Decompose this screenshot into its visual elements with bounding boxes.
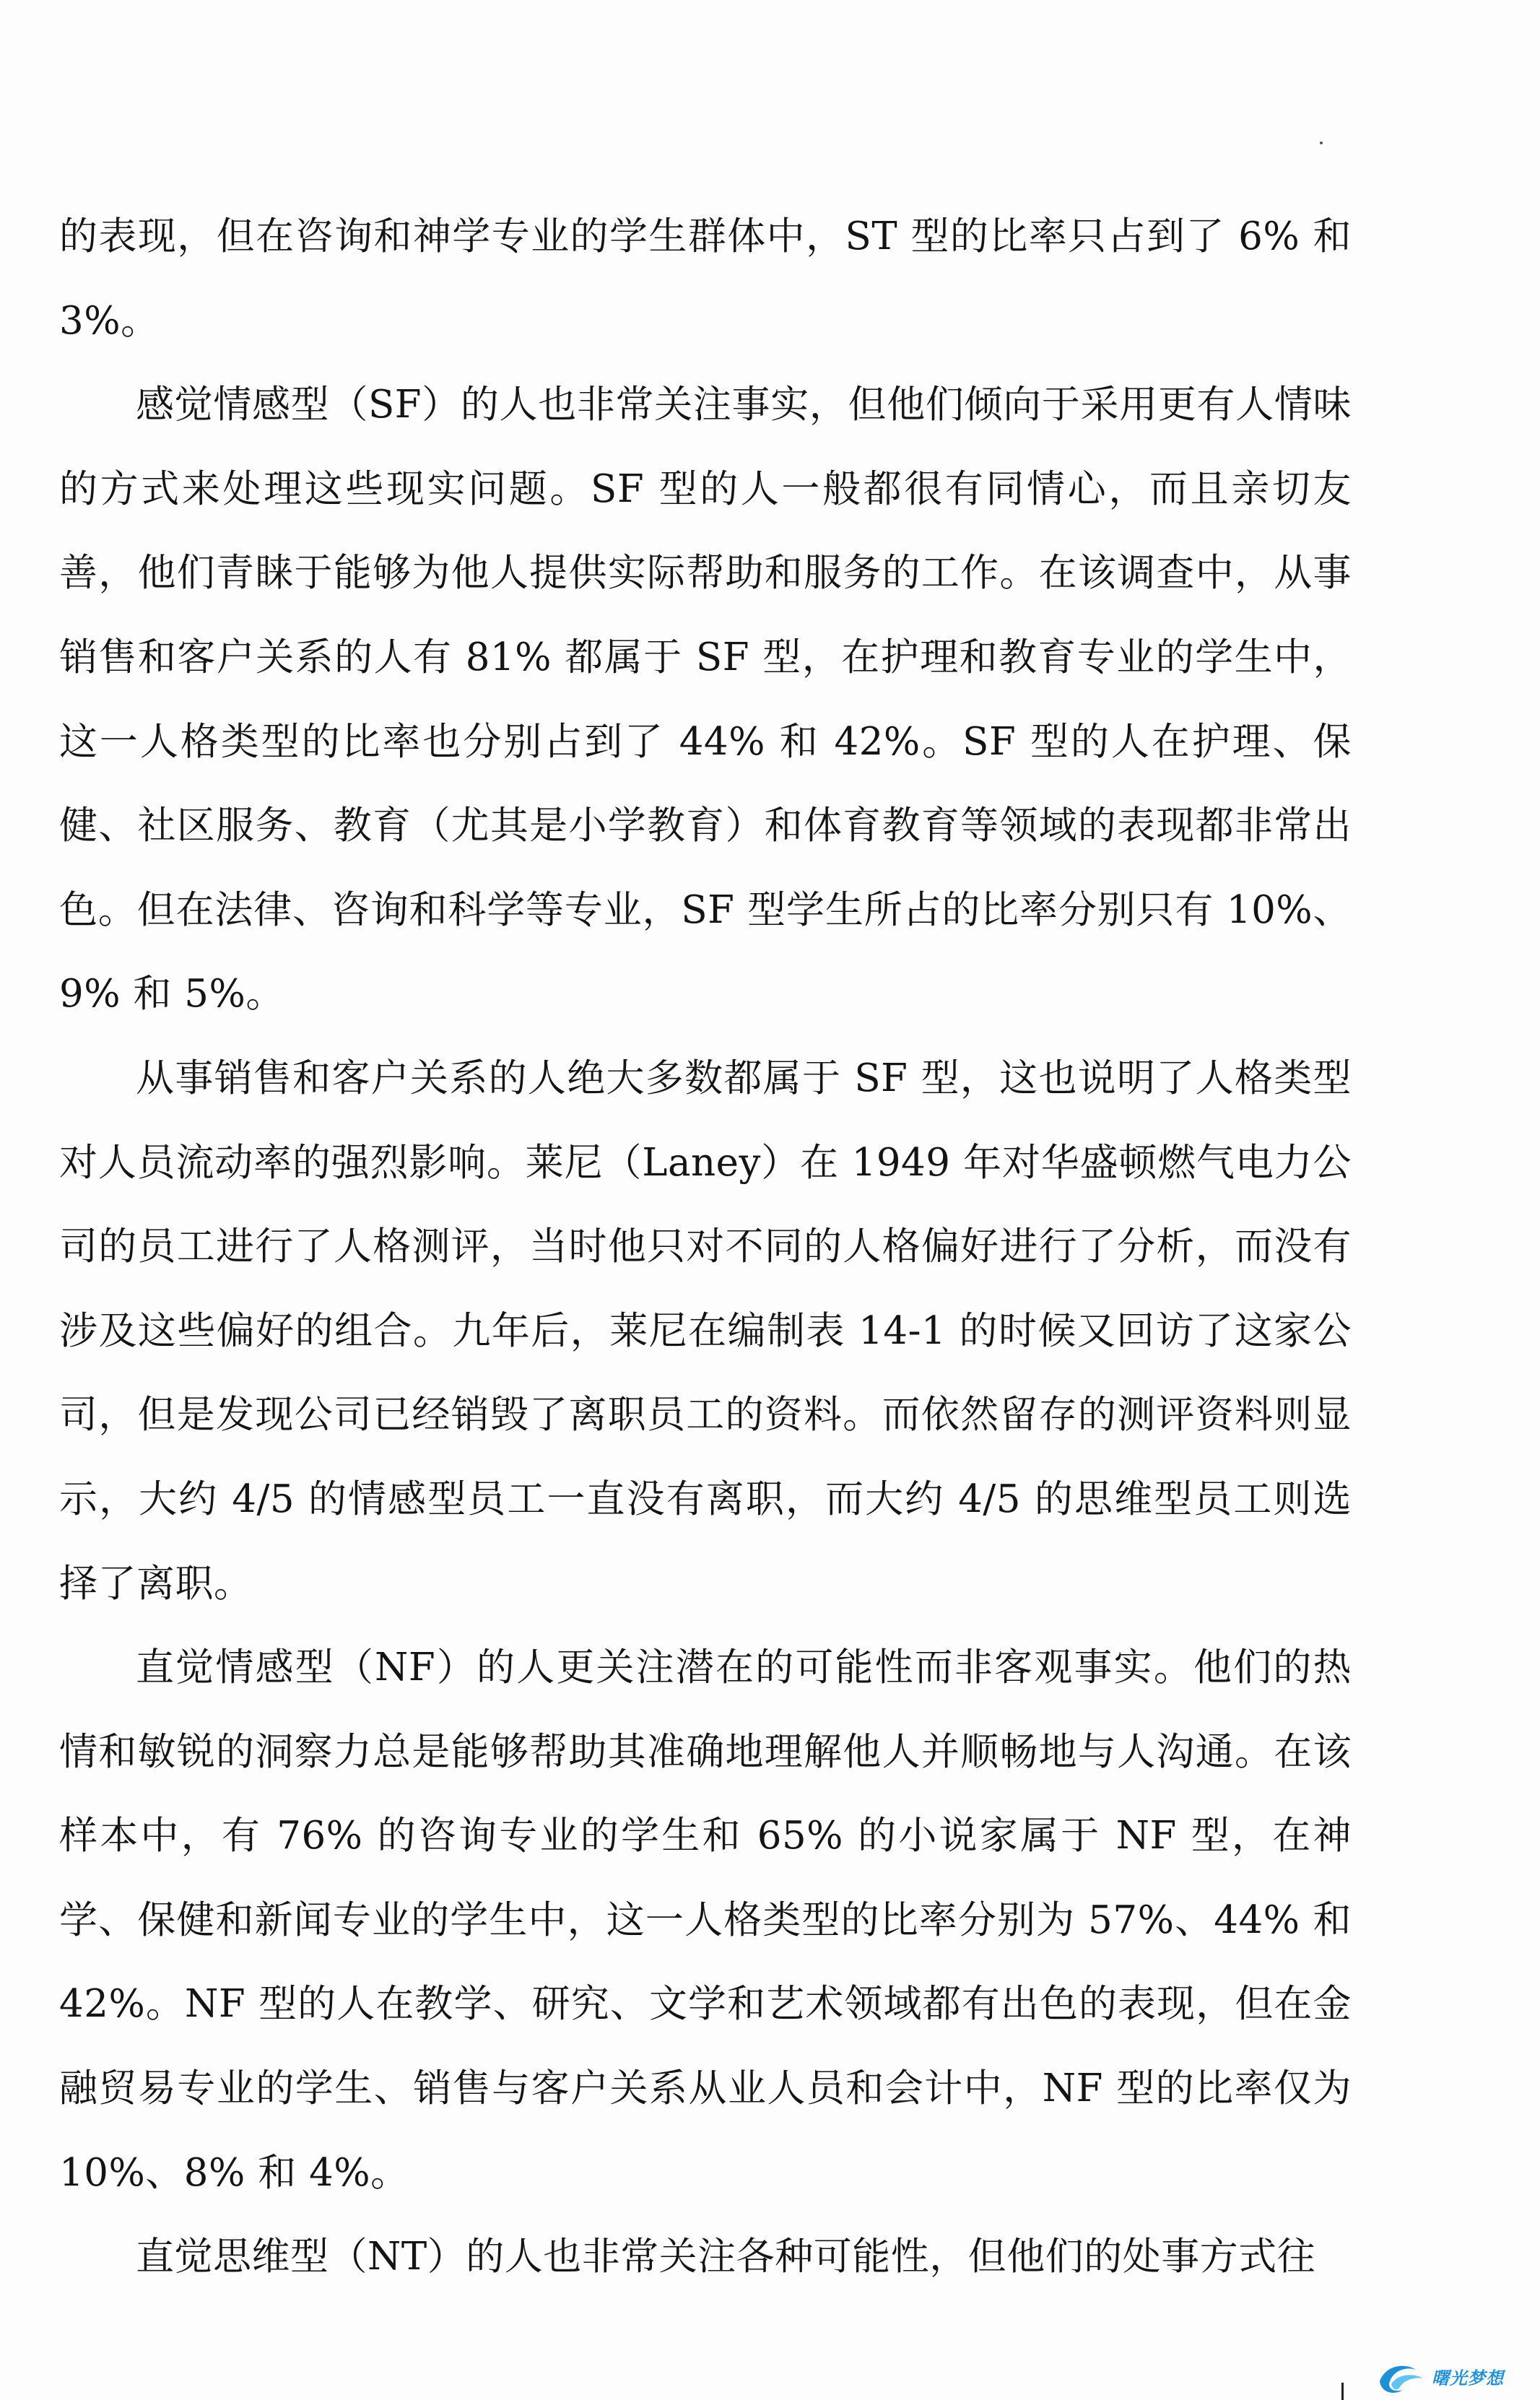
paragraph-st-continued: 的表现，但在咨询和神学专业的学生群体中，ST 型的比率只占到了 6% 和 3%。 xyxy=(59,214,1352,343)
wave-logo-icon xyxy=(1375,2360,1427,2397)
watermark-text: 曙光梦想 xyxy=(1432,2368,1504,2388)
body-text xyxy=(59,195,1352,2300)
page-edge-mark xyxy=(1341,2383,1344,2400)
paragraph-nf: 直觉情感型（NF）的人更关注潜在的可能性而非客观事实。他们的热情和敏锐的洞察力总是能够帮助其准确地理解他人并顺畅地与人沟通。在该样本中，有 76% 的咨询专业的学生和 65% 的小说家属于 NF 型，在神学、保健和新闻专业的学生中，这一人格类型的比率分别为 57%、44% 和 42%。NF 型的人在教学、研究、文学和艺术领域都有出色的表现，但在金融贸易专业的学生、销售与客户关系从业人员和会计中，NF 型的比率仅为 10%、8% 和 4%。 xyxy=(59,1645,1352,2195)
watermark-logo xyxy=(1375,2360,1527,2397)
paragraph-laney: 从事销售和客户关系的人绝大多数都属于 SF 型，这也说明了人格类型对人员流动率的强烈影响。莱尼（Laney）在 1949 年对华盛顿燃气电力公司的员工进行了人格测评，当时他只对不同的人格偏好进行了分析，而没有涉及这些偏好的组合。九年后，莱尼在编制表 14-1 的时候又回访了这家公司，但是发现公司已经销毁了离职员工的资料。而依然留存的测评资料则显示，大约 4/5 的情感型员工一直没有离职，而大约 4/5 的思维型员工则选择了离职。 xyxy=(59,1056,1352,1606)
scan-speck xyxy=(1320,142,1323,144)
paragraph-sf: 感觉情感型（SF）的人也非常关注事实，但他们倾向于采用更有人情味的方式来处理这些现实问题。SF 型的人一般都很有同情心，而且亲切友善，他们青睐于能够为他人提供实际帮助和服务的工作。在该调查中，从事销售和客户关系的人有 81% 都属于 SF 型，在护理和教育专业的学生中，这一人格类型的比率也分别占到了 44% 和 42%。SF 型的人在护理、保健、社区服务、教育（尤其是小学教育）和体育教育等领域的表现都非常出色。但在法律、咨询和科学等专业，SF 型学生所占的比率分别只有 10%、9% 和 5%。 xyxy=(59,383,1352,1017)
paragraph-nt: 直觉思维型（NT）的人也非常关注各种可能性，但他们的处事方式往 xyxy=(136,2235,1316,2279)
